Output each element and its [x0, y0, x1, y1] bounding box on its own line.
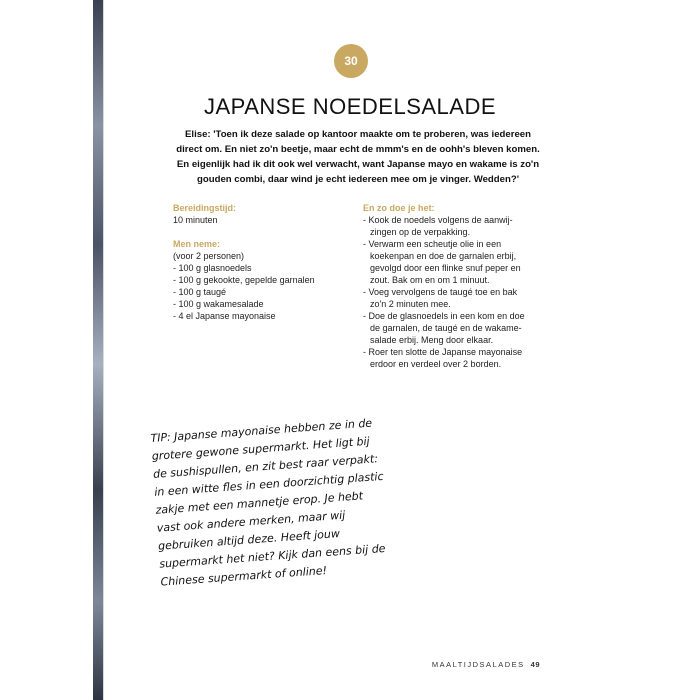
prep-time-value: 10 minuten — [173, 215, 218, 225]
handwritten-tip: TIP: Japanse mayonaise hebben ze in de grotere gewone supermarkt. Het ligt bij de sushispullen, en zit best raar verpakt: in een witte fles in een doorzichtig plastic zakje met een mannetje erop. Je hebt vast ook andere merken, maar wij gebruiken altijd deze. Heeft jouw supermarkt het niet? Kijk dan eens bij de Chinese supermarkt of online! — [150, 416, 386, 589]
right-column — [363, 202, 533, 370]
ingredient-item: - 100 g glasnoedels — [173, 263, 252, 273]
ingredients-label: Men neme: — [173, 239, 221, 249]
page-footer — [432, 660, 540, 669]
method-steps — [363, 214, 533, 370]
intro-quote: Elise: 'Toen ik deze salade op kantoor maakte om te proberen, was iedereen direct om. En niet zo'n beetje, maar echt de mmm's en de oohh's bleven komen. En eigenlijk had ik dit ook wel verwacht, want Japanse mayo en wakame is zo'n gouden combi, daar wind je echt iedereen mee om je vinger. Wedden?' — [176, 129, 540, 185]
method-step: - Kook de noedels volgens de aanwij-zingen op de verpakking. — [363, 215, 513, 237]
page-number: 49 — [530, 660, 540, 669]
method-step: - Roer ten slotte de Japanse mayonaise erdoor en verdeel over 2 borden. — [363, 347, 523, 369]
page-title: JAPANSE NOEDELSALADE — [203, 94, 497, 119]
ingredient-item: - 100 g wakamesalade — [173, 299, 264, 309]
left-column — [173, 202, 353, 322]
ingredient-item: - 100 g gekookte, gepelde garnalen — [173, 275, 315, 285]
prep-time-label: Bereidingstijd: — [173, 203, 237, 213]
ingredient-item: - 4 el Japanse mayonaise — [173, 311, 276, 321]
method-step: - Verwarm een scheutje olie in een koekenpan en doe de garnalen erbij, gevolgd door een flinke snuf peper en zout. Bak om en om 1 minuut. — [363, 239, 521, 285]
method-step: - Voeg vervolgens de taugé toe en bak zo'n 2 minuten mee. — [363, 287, 518, 309]
method-step: - Doe de glasnoedels in een kom en doe de garnalen, de taugé en de wakame-salade erbij. Meng door elkaar. — [363, 311, 525, 345]
servings-text: (voor 2 personen) — [173, 251, 245, 261]
section-name: MAALTIJDSALADES — [431, 660, 525, 669]
method-label: En zo doe je het: — [363, 203, 435, 213]
recipe-number-badge: 30 — [334, 44, 368, 78]
ingredient-list — [173, 262, 353, 322]
ingredient-item: - 100 g taugé — [173, 287, 227, 297]
